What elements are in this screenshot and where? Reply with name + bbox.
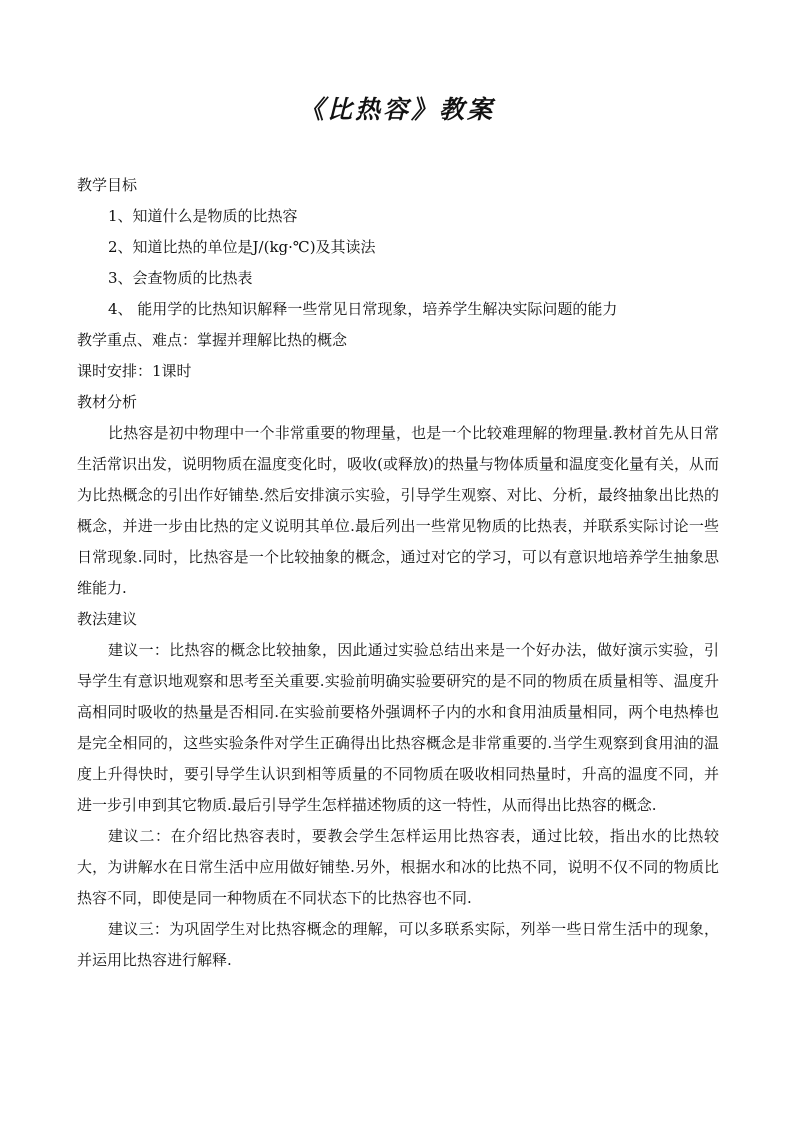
objective-item: 1、知道什么是物质的比热容 xyxy=(108,207,298,225)
schedule-line: 课时安排：1课时 xyxy=(77,362,192,380)
objective-item: 3、会查物质的比热表 xyxy=(108,269,253,287)
objectives-heading: 教学目标 xyxy=(77,176,138,194)
objective-item: 4、 能用学的比热知识解释一些常见日常现象，培养学生解决实际问题的能力 xyxy=(108,300,618,318)
document-body xyxy=(77,170,719,976)
suggestion-paragraph: 建议三：为巩固学生对比热容概念的理解，可以多联系实际，列举一些日常生活中的现象，并运用比热容进行解释. xyxy=(77,920,719,969)
methods-heading: 教法建议 xyxy=(77,610,138,628)
document-title: 《比热容》教案 xyxy=(298,95,495,124)
suggestion-paragraph: 建议一：比热容的概念比较抽象，因此通过实验总结出来是一个好办法，做好演示实验，引导学生有意识地观察和思考至关重要.实验前明确实验要研究的是不同的物质在质量相等、温度升高相同时吸收的热量是否相同.在实验前要格外强调杯子内的水和食用油质量相同，两个电热棒也是完全相同的，这些实验条件对学生正确得出比热容概念是非常重要的.当学生观察到食用油的温度上升得快时，要引导学生认识到相等质量的不同物质在吸收相同热量时，升高的温度不同，并进一步引申到其它物质.最后引导学生怎样描述物质的这一特性，从而得出比热容的概念. xyxy=(77,641,719,814)
key-points-line: 教学重点、难点：掌握并理解比热的概念 xyxy=(77,331,348,349)
suggestion-paragraph: 建议二：在介绍比热容表时，要教会学生怎样运用比热容表，通过比较，指出水的比热较大，为讲解水在日常生活中应用做好铺垫.另外，根据水和冰的比热不同，说明不仅不同的物质比热容不同，即使是同一种物质在不同状态下的比热容也不同. xyxy=(77,827,719,907)
objective-item: 2、知道比热的单位是J/(kg·℃)及其读法 xyxy=(108,238,376,256)
analysis-paragraph: 比热容是初中物理中一个非常重要的物理量，也是一个比较难理解的物理量.教材首先从日常生活常识出发，说明物质在温度变化时，吸收(或释放)的热量与物体质量和温度变化量有关，从而为比热概念的引出作好铺垫.然后安排演示实验，引导学生观察、对比、分析，最终抽象出比热的概念，并进一步由比热的定义说明其单位.最后列出一些常见物质的比热表，并联系实际讨论一些日常现象.同时，比热容是一个比较抽象的概念，通过对它的学习，可以有意识地培养学生抽象思维能力. xyxy=(77,424,719,597)
analysis-heading: 教材分析 xyxy=(77,393,138,411)
